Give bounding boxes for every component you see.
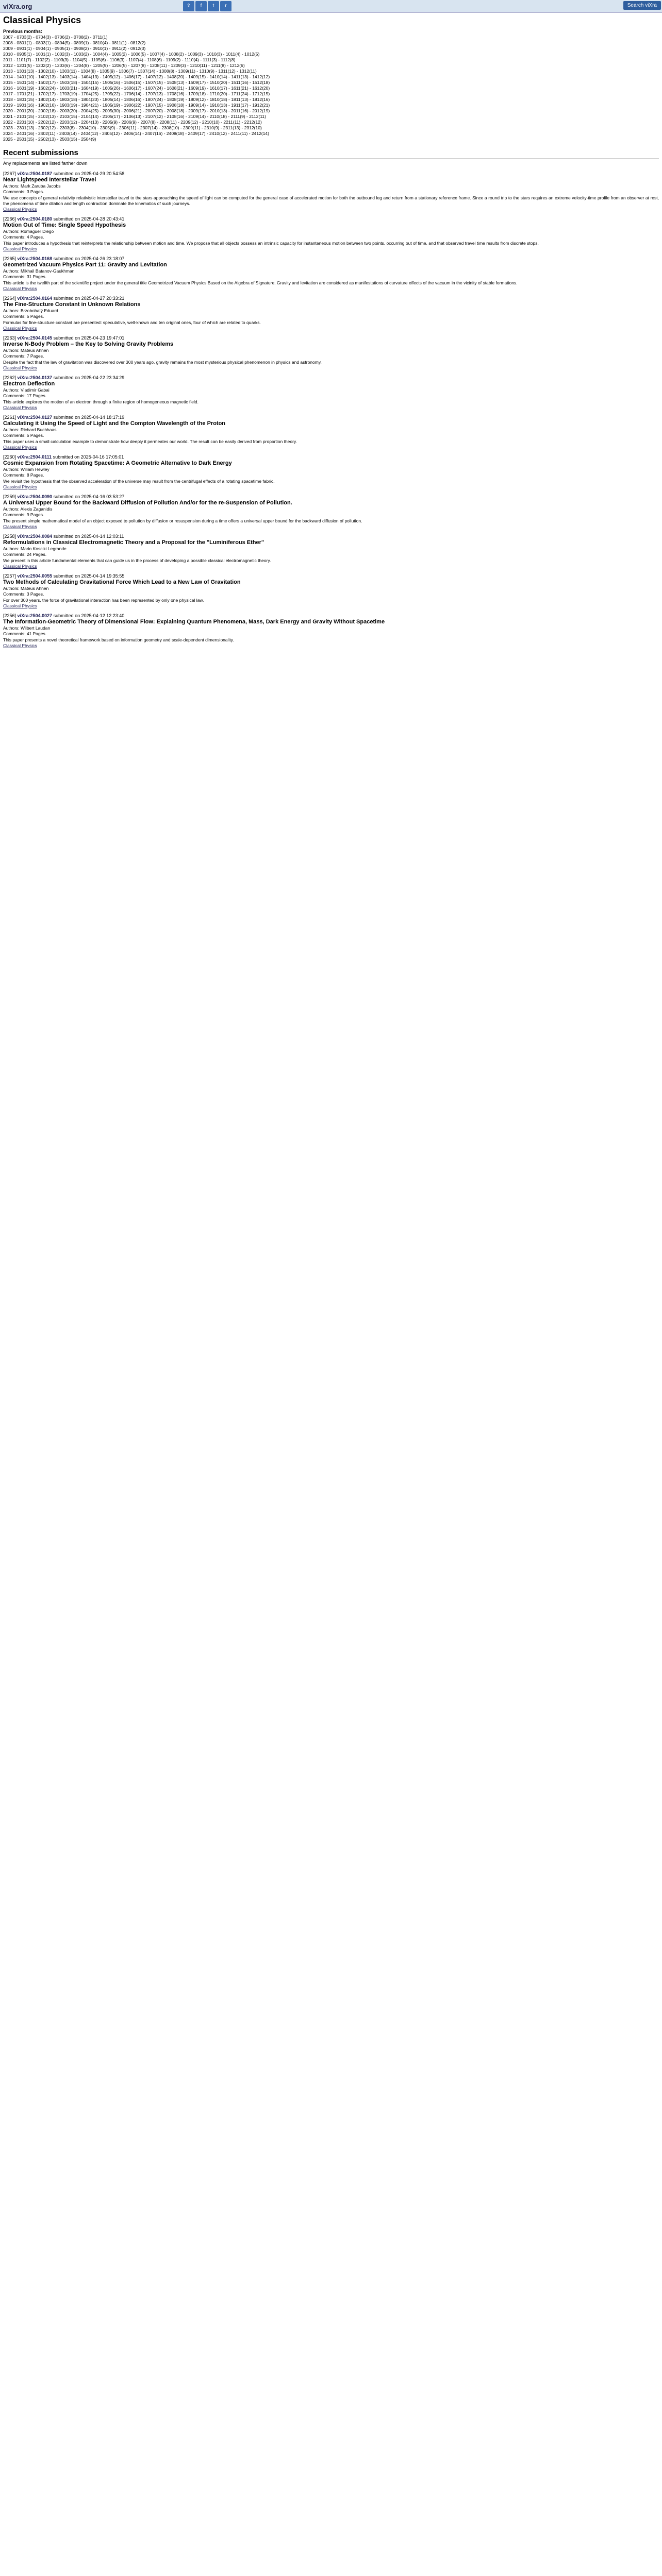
month-row[interactable]: 2020 - 2001(20) - 2002(18) - 2003(20) - 2004(25) - 2005(30) - 2006(21) - 2007(20) - 2008(18) - 2009(17) - 2010(13) - 2011(16) - 2012(19): [3, 108, 270, 113]
submission-entry: [3, 573, 659, 609]
entry-comments: Comments: 5 Pages.: [3, 314, 44, 319]
submission-entry: [3, 296, 659, 331]
entry-category[interactable]: Classical Physics: [3, 207, 37, 212]
submission-entry: [3, 335, 659, 371]
entry-link[interactable]: viXra:2504.0027: [17, 613, 53, 618]
entry-number: [2265]: [3, 256, 16, 261]
submission-entry: [3, 454, 659, 490]
entry-authors: Authors: Brzobohatý Eduard: [3, 308, 58, 313]
entry-category[interactable]: Classical Physics: [3, 445, 37, 450]
month-row[interactable]: 2010 - 0905(1) - 1001(1) - 1002(3) - 1003(2) - 1004(4) - 1005(2) - 1006(5) - 1007(4) - 1008(2) - 1009(3) - 1010(3) - 1011(4) - 1012(5): [3, 52, 260, 57]
entry-authors: Authors: Mateus Ahnen: [3, 586, 49, 591]
entry-link[interactable]: viXra:2504.0055: [17, 573, 53, 579]
entry-category-row: [3, 445, 659, 450]
month-row[interactable]: 2023 - 2301(13) - 2302(12) - 2303(8) - 2304(10) - 2305(9) - 2306(11) - 2307(14) - 2308(10) - 2309(11) - 2310(9) - 2311(13) - 2312(10): [3, 125, 262, 130]
share-icon[interactable]: ⇪: [183, 1, 194, 11]
entry-id-row: [3, 415, 659, 420]
entry-id-row: [3, 216, 659, 222]
entry-category-row: [3, 326, 659, 331]
entry-submitted: submitted on 2025-04-23 19:47:01: [53, 335, 125, 341]
entry-category[interactable]: Classical Physics: [3, 365, 37, 370]
entry-submitted: submitted on 2025-04-26 23:18:07: [53, 256, 125, 261]
entry-submitted: submitted on 2025-04-16 17:05:01: [53, 454, 124, 460]
entry-submitted: submitted on 2025-04-12 12:23:40: [53, 613, 125, 618]
entry-abstract: Despite the fact that the law of gravitation was discovered over 300 years ago, gravity remains the most mysterious physical phenomenon in physics and astronomy.: [3, 360, 322, 365]
entry-link[interactable]: viXra:2504.0145: [17, 335, 53, 341]
entry-title[interactable]: Geometrized Vacuum Physics Part 11: Gravity and Levitation: [3, 262, 167, 268]
submission-entry: [3, 216, 659, 252]
entry-authors: Authors: Mario Kosciki Legrande: [3, 546, 67, 551]
entry-submitted: submitted on 2025-04-29 20:54:58: [53, 171, 125, 176]
entry-title[interactable]: Calculating it Using the Speed of Light and the Compton Wavelength of the Proton: [3, 420, 226, 427]
entry-authors: Authors: Mikhail Batanov-Gaukhman: [3, 268, 75, 274]
month-row[interactable]: 2017 - 1701(21) - 1702(17) - 1703(19) - 1704(25) - 1705(22) - 1706(14) - 1707(13) - 1708(16) - 1709(18) - 1710(20) - 1711(24) - 1712(15): [3, 91, 270, 96]
entry-category[interactable]: Classical Physics: [3, 286, 37, 291]
entry-number: [2259]: [3, 494, 16, 499]
entry-comments: Comments: 8 Pages.: [3, 472, 44, 478]
entry-category[interactable]: Classical Physics: [3, 484, 37, 489]
month-row[interactable]: 2016 - 1601(19) - 1602(24) - 1603(21) - 1604(19) - 1605(26) - 1606(17) - 1607(24) - 1608(21) - 1609(19) - 1610(17) - 1611(21) - 1612(20): [3, 86, 270, 91]
submission-entry: [3, 494, 659, 530]
share-toolbar: [183, 1, 231, 11]
month-row[interactable]: 2019 - 1901(16) - 1902(16) - 1903(19) - 1904(21) - 1905(19) - 1906(22) - 1907(15) - 1908(18) - 1909(14) - 1910(13) - 1911(17) - 1912(21): [3, 103, 270, 108]
entry-abstract: Formulas for fine-structure constant are presented: speculative, well-known and ten original ones, four of which are related to quarks.: [3, 320, 261, 325]
entry-number: [2261]: [3, 415, 16, 420]
entry-abstract: This article explores the motion of an electron through a finite region of homogeneous magnetic field.: [3, 399, 198, 404]
entry-authors: Authors: Mateus Ahnen: [3, 348, 49, 353]
entry-link[interactable]: viXra:2504.0187: [17, 171, 53, 176]
entry-title[interactable]: A Universal Upper Bound for the Backward Diffusion of Pollution And/or for the re-Suspension of Pollution.: [3, 500, 292, 506]
top-bar: [0, 0, 662, 13]
entry-link[interactable]: viXra:2504.0127: [17, 415, 53, 420]
entry-abstract: This article is the twelfth part of the scientific project under the general title Geometrized Vacuum Physics Based on the Algebra of Signature. Gravity and levitation are considered as manifestations of curvature effects of the vacuum in the vicinity of stable formations.: [3, 280, 518, 285]
month-row[interactable]: 2011 - 1101(7) - 1102(2) - 1103(3) - 1104(5) - 1105(6) - 1106(3) - 1107(4) - 1108(6) - 1109(2) - 1110(4) - 1111(3) - 1112(8): [3, 57, 236, 62]
entry-number: [2264]: [3, 296, 16, 301]
months-list: [3, 35, 659, 142]
entry-authors: Authors: Wilbert Laudan: [3, 625, 51, 631]
entry-category[interactable]: Classical Physics: [3, 603, 37, 608]
reddit-icon[interactable]: r: [220, 1, 231, 11]
entry-category-row: [3, 286, 659, 292]
entry-comments: Comments: 4 Pages.: [3, 234, 44, 240]
entry-authors: Authors: Mark Zaruba Jacobs: [3, 183, 61, 189]
entry-id-row: [3, 256, 659, 261]
entry-title[interactable]: Two Methods of Calculating Gravitational Force Which Lead to a New Law of Gravitation: [3, 579, 241, 585]
entry-abstract: This paper introduces a hypothesis that reinterprets the relationship between motion and time. We propose that all objects possess an intrinsic capacity for instantaneous motion between two points, occurring out of time, and that observed travel time results from discrete stops.: [3, 241, 539, 246]
entry-comments: Comments: 3 Pages.: [3, 189, 44, 194]
recent-heading: Recent submissions: [3, 148, 659, 159]
month-row[interactable]: 2012 - 1201(5) - 1202(2) - 1203(6) - 1204(8) - 1205(9) - 1206(5) - 1207(8) - 1208(11) - 1209(3) - 1210(11) - 1211(8) - 1212(6): [3, 63, 245, 68]
entry-category[interactable]: Classical Physics: [3, 524, 37, 529]
month-row[interactable]: 2021 - 2101(15) - 2102(13) - 2103(15) - 2104(14) - 2105(17) - 2106(13) - 2107(12) - 2108(16) - 2109(14) - 2110(18) - 2111(9) - 2112(11): [3, 114, 266, 119]
facebook-icon[interactable]: f: [195, 1, 207, 11]
entry-abstract: This paper presents a novel theoretical framework based on information geometry and scale-dependent dimensionality.: [3, 637, 234, 642]
entry-submitted: submitted on 2025-04-14 12:03:11: [53, 534, 124, 539]
entry-number: [2257]: [3, 573, 16, 579]
site-logo[interactable]: viXra.org: [3, 2, 32, 10]
entry-category[interactable]: Classical Physics: [3, 564, 37, 569]
entry-title[interactable]: Electron Deflection: [3, 381, 55, 387]
entry-title[interactable]: Motion Out of Time: Single Speed Hypothesis: [3, 222, 126, 228]
previous-months: [3, 29, 659, 142]
entry-category[interactable]: Classical Physics: [3, 643, 37, 648]
previous-months-label: Previous months:: [3, 29, 43, 34]
month-row[interactable]: 2015 - 1501(14) - 1502(17) - 1503(18) - 1504(15) - 1505(16) - 1506(15) - 1507(15) - 1508(13) - 1509(17) - 1510(20) - 1511(16) - 1512(18): [3, 80, 270, 85]
entry-category[interactable]: Classical Physics: [3, 246, 37, 251]
entry-submitted: submitted on 2025-04-16 03:53:27: [53, 494, 125, 499]
entry-link[interactable]: viXra:2504.0164: [17, 296, 53, 301]
entry-category-row: [3, 405, 659, 411]
entry-submitted: submitted on 2025-04-28 20:43:41: [53, 216, 125, 222]
entry-category-row: [3, 603, 659, 609]
month-row[interactable]: 2008 - 0801(1) - 0803(1) - 0804(5) - 0809(1) - 0810(4) - 0811(1) - 0812(2): [3, 40, 146, 45]
entry-id-row: [3, 335, 659, 341]
submission-entry: [3, 171, 659, 212]
replacements-note: Any replacements are listed farther down: [3, 161, 88, 166]
entry-id-row: [3, 494, 659, 499]
entry-id-row: [3, 534, 659, 539]
entry-number: [2266]: [3, 216, 16, 222]
submission-entry: [3, 375, 659, 411]
entry-title[interactable]: The Fine-Structure Constant in Unknown Relations: [3, 301, 141, 308]
entry-title[interactable]: The Information-Geometric Theory of Dimensional Flow: Explaining Quantum Phenomena, Mass, Dark Energy and Gravity Without Spacetime: [3, 619, 385, 625]
entry-abstract: This paper uses a small calculation example to demonstrate how deeply it permeates our world. The result can be easily derived from proportion theory.: [3, 439, 297, 444]
entry-link[interactable]: viXra:2504.0084: [17, 534, 53, 539]
month-row[interactable]: 2014 - 1401(10) - 1402(13) - 1403(14) - 1404(13) - 1405(12) - 1406(17) - 1407(12) - 1408(20) - 1409(15) - 1410(14) - 1411(13) - 1412(12): [3, 74, 270, 79]
entry-comments: Comments: 31 Pages.: [3, 274, 47, 279]
entry-abstract: We use concepts of general relativity relativistic interstellar travel to the stars approaching the speed of light can be computed for the general case of accelerated motion for both the outbound leg and return from a stationary reference frame. Since a round trip to the stars requires an extreme velocity-time profile from an observer at rest, the phenomena of time dilation and length contraction dominate the kinematics of such journeys.: [3, 195, 659, 206]
entry-comments: Comments: 3 Pages.: [3, 591, 44, 597]
entry-title[interactable]: Near Lightspeed Interstellar Travel: [3, 177, 96, 183]
entry-category-row: [3, 564, 659, 569]
entry-authors: Authors: Wiliam Hewley: [3, 467, 49, 472]
entry-submitted: submitted on 2025-04-14 18:17:19: [53, 415, 125, 420]
submission-entry: [3, 613, 659, 649]
submission-entry: [3, 256, 659, 292]
entry-submitted: submitted on 2025-04-22 23:34:29: [53, 375, 125, 380]
twitter-icon[interactable]: t: [208, 1, 219, 11]
month-row[interactable]: 2025 - 2501(15) - 2502(13) - 2503(15) - 2504(9): [3, 137, 96, 142]
entry-link[interactable]: viXra:2504.0090: [17, 494, 53, 499]
entry-comments: Comments: 5 Pages.: [3, 433, 44, 438]
entry-authors: Authors: Vladimir Gabai: [3, 387, 49, 393]
month-row[interactable]: 2007 - 0703(2) - 0704(3) - 0706(2) - 0708(2) - 0711(1): [3, 35, 108, 40]
entry-authors: Authors: Romaguer Diego: [3, 229, 54, 234]
entry-comments: Comments: 24 Pages.: [3, 552, 47, 557]
month-row[interactable]: 2009 - 0901(1) - 0904(1) - 0905(1) - 0908(2) - 0910(1) - 0911(2) - 0912(3): [3, 46, 146, 51]
entry-link[interactable]: viXra:2504.0111: [17, 454, 52, 460]
entry-id-row: [3, 375, 659, 380]
entry-title[interactable]: Cosmic Expansion from Rotating Spacetime: A Geometric Alternative to Dark Energy: [3, 460, 232, 466]
submission-entry: [3, 415, 659, 450]
month-row[interactable]: 2018 - 1801(15) - 1802(14) - 1803(18) - 1804(23) - 1805(14) - 1806(16) - 1807(24) - 1808(19) - 1809(12) - 1810(18) - 1811(13) - 1812(16): [3, 97, 270, 102]
entry-number: [2256]: [3, 613, 16, 618]
entry-number: [2267]: [3, 171, 16, 176]
entry-id-row: [3, 296, 659, 301]
entry-category-row: [3, 643, 659, 649]
search-button[interactable]: Search viXra: [623, 1, 661, 10]
entry-comments: Comments: 7 Pages.: [3, 353, 44, 359]
entry-authors: Authors: Alexis Zaganidis: [3, 506, 53, 512]
entry-number: [2263]: [3, 335, 16, 341]
entry-number: [2258]: [3, 534, 16, 539]
entry-abstract: We present in this article fundamental elements that can guide us in the process of developing a possible classical electromagnetic theory.: [3, 558, 271, 563]
entry-category-row: [3, 207, 659, 212]
entry-category-row: [3, 524, 659, 530]
entry-submitted: submitted on 2025-04-27 20:33:21: [53, 296, 125, 301]
entry-abstract: We revisit the hypothesis that the observed acceleration of the universe may result from the centrifugal effects of a rotating spacetime fabric.: [3, 479, 275, 484]
entry-comments: Comments: 41 Pages.: [3, 631, 47, 636]
month-row[interactable]: 2022 - 2201(10) - 2202(12) - 2203(12) - 2204(13) - 2205(9) - 2206(9) - 2207(8) - 2208(11) - 2209(12) - 2210(10) - 2211(11) - 2212(12): [3, 120, 262, 125]
entry-category-row: [3, 246, 659, 252]
entry-title[interactable]: Inverse N-Body Problem – the Key to Solving Gravity Problems: [3, 341, 174, 347]
entry-comments: Comments: 17 Pages.: [3, 393, 47, 398]
entry-id-row: [3, 613, 659, 618]
submission-list: [0, 171, 662, 649]
entry-link[interactable]: viXra:2504.0137: [17, 375, 53, 380]
month-row[interactable]: 2013 - 1301(13) - 1302(10) - 1303(11) - 1304(8) - 1305(9) - 1306(7) - 1307(14) - 1308(8) - 1309(11) - 1310(9) - 1311(12) - 1312(11): [3, 69, 257, 74]
entry-link[interactable]: viXra:2504.0168: [17, 256, 53, 261]
entry-abstract: For over 300 years, the force of gravitational interaction has been represented by only one physical law.: [3, 598, 204, 603]
entry-title[interactable]: Reformulations in Classical Electromagnetic Theory and a Proposal for the "Luminiferous Ether": [3, 539, 264, 546]
month-row[interactable]: 2024 - 2401(16) - 2402(11) - 2403(14) - 2404(12) - 2405(12) - 2406(14) - 2407(16) - 2408(18) - 2409(17) - 2410(12) - 2411(11) - 2412(14): [3, 131, 269, 136]
entry-category-row: [3, 484, 659, 490]
entry-submitted: submitted on 2025-04-14 19:35:55: [53, 573, 125, 579]
entry-link[interactable]: viXra:2504.0180: [17, 216, 53, 222]
entry-number: [2260]: [3, 454, 16, 460]
entry-comments: Comments: 9 Pages.: [3, 512, 44, 517]
entry-category[interactable]: Classical Physics: [3, 405, 37, 410]
entry-id-row: [3, 573, 659, 579]
entry-id-row: [3, 454, 659, 460]
entry-id-row: [3, 171, 659, 176]
submission-entry: [3, 534, 659, 569]
entry-category-row: [3, 365, 659, 371]
page-title: Classical Physics: [3, 15, 81, 25]
entry-number: [2262]: [3, 375, 16, 380]
entry-category[interactable]: Classical Physics: [3, 326, 37, 331]
entry-abstract: The present simple mathematical model of an object exposed to pollution by diffusion or resuspension during a time offers a universal upper bound for the backward diffusion of pollution.: [3, 518, 362, 523]
entry-authors: Authors: Richard Buchhaas: [3, 427, 57, 432]
